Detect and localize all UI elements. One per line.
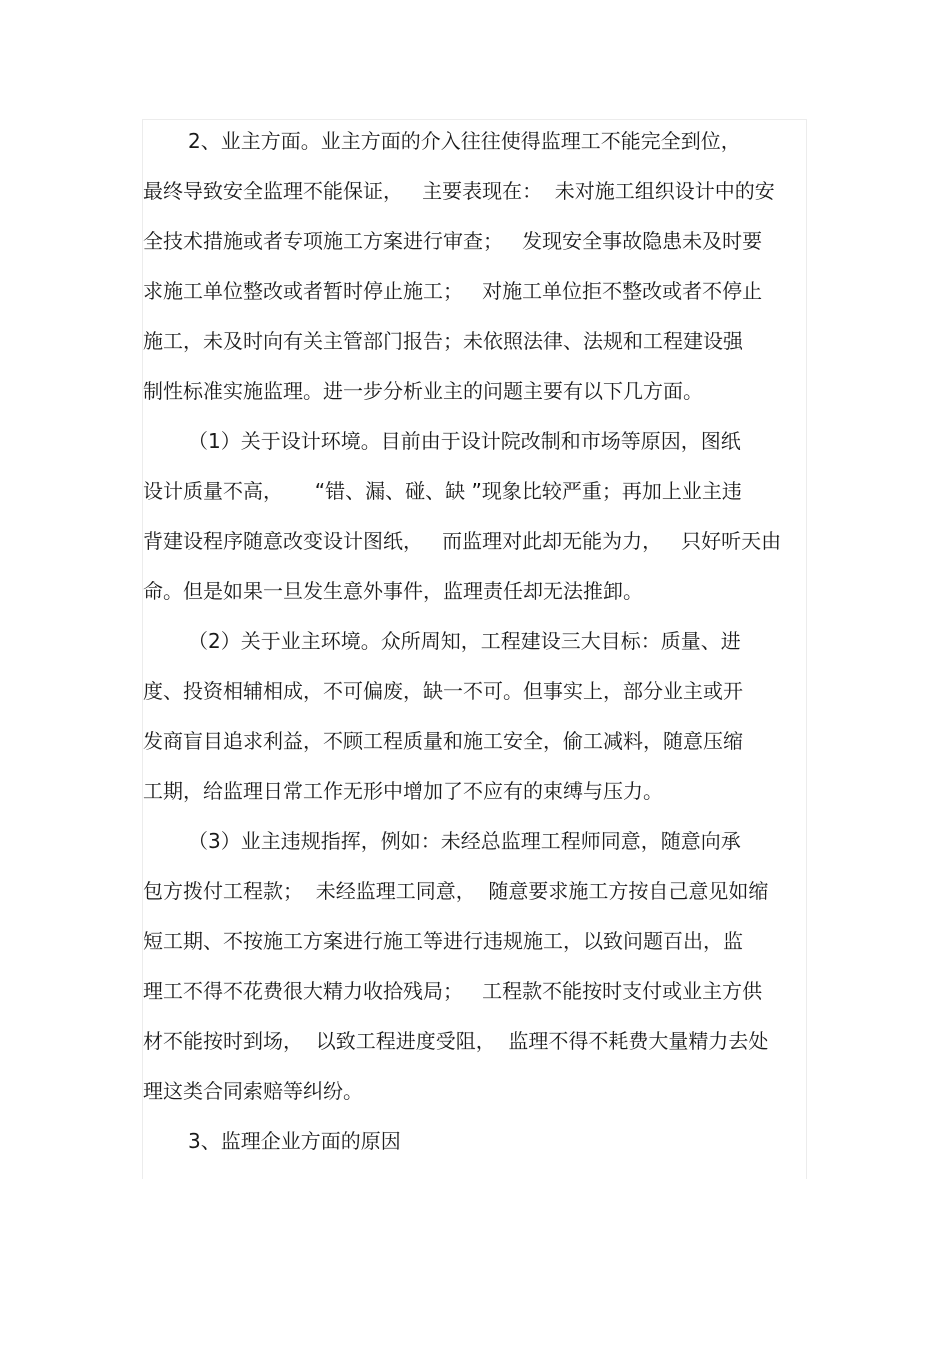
text-line: 制性标准实施监理。进一步分析业主的问题主要有以下几方面。 xyxy=(143,379,703,403)
text-line: 全技术措施或者专项施工方案进行审查； 发现安全事故隐患未及时要 xyxy=(143,229,763,253)
section-heading: 3、监理企业方面的原因 xyxy=(188,1129,401,1153)
text-line: （2）关于业主环境。众所周知，工程建设三大目标：质量、进 xyxy=(188,629,741,653)
text-line: 施工，未及时向有关主管部门报告；未依照法律、法规和工程建设强 xyxy=(143,329,743,353)
text-line: 包方拨付工程款； 未经监理工同意， 随意要求施工方按自己意见如缩 xyxy=(143,879,769,903)
text-line: 理这类合同索赔等纠纷。 xyxy=(143,1079,363,1103)
text-line: （1）关于设计环境。目前由于设计院改制和市场等原因，图纸 xyxy=(188,429,741,453)
text-line: 工期，给监理日常工作无形中增加了不应有的束缚与压力。 xyxy=(143,779,663,803)
text-line: 材不能按时到场， 以致工程进度受阻， 监理不得不耗费大量精力去处 xyxy=(143,1029,769,1053)
text-line: 理工不得不花费很大精力收拾残局； 工程款不能按时支付或业主方供 xyxy=(143,979,763,1003)
text-line: 最终导致安全监理不能保证， 主要表现在： 未对施工组织设计中的安 xyxy=(143,179,775,203)
text-line: （3）业主违规指挥，例如：未经总监理工程师同意，随意向承 xyxy=(188,829,741,853)
text-line: 2、业主方面。业主方面的介入往往使得监理工不能完全到位， xyxy=(188,129,741,153)
text-line: 背建设程序随意改变设计图纸， 而监理对此却无能为力， 只好听天由 xyxy=(143,529,782,553)
text-line: 度、投资相辅相成，不可偏废，缺一不可。但事实上，部分业主或开 xyxy=(143,679,743,703)
text-line: 短工期、不按施工方案进行施工等进行违规施工，以致问题百出，监 xyxy=(143,929,743,953)
text-line: 设计质量不高， “错、漏、碰、缺 ”现象比较严重；再加上业主违 xyxy=(143,479,742,503)
text-line: 命。但是如果一旦发生意外事件，监理责任却无法推卸。 xyxy=(143,579,643,603)
text-line: 求施工单位整改或者暂时停止施工； 对施工单位拒不整改或者不停止 xyxy=(143,279,763,303)
text-line: 发商盲目追求利益，不顾工程质量和施工安全，偷工减料，随意压缩 xyxy=(143,729,743,753)
